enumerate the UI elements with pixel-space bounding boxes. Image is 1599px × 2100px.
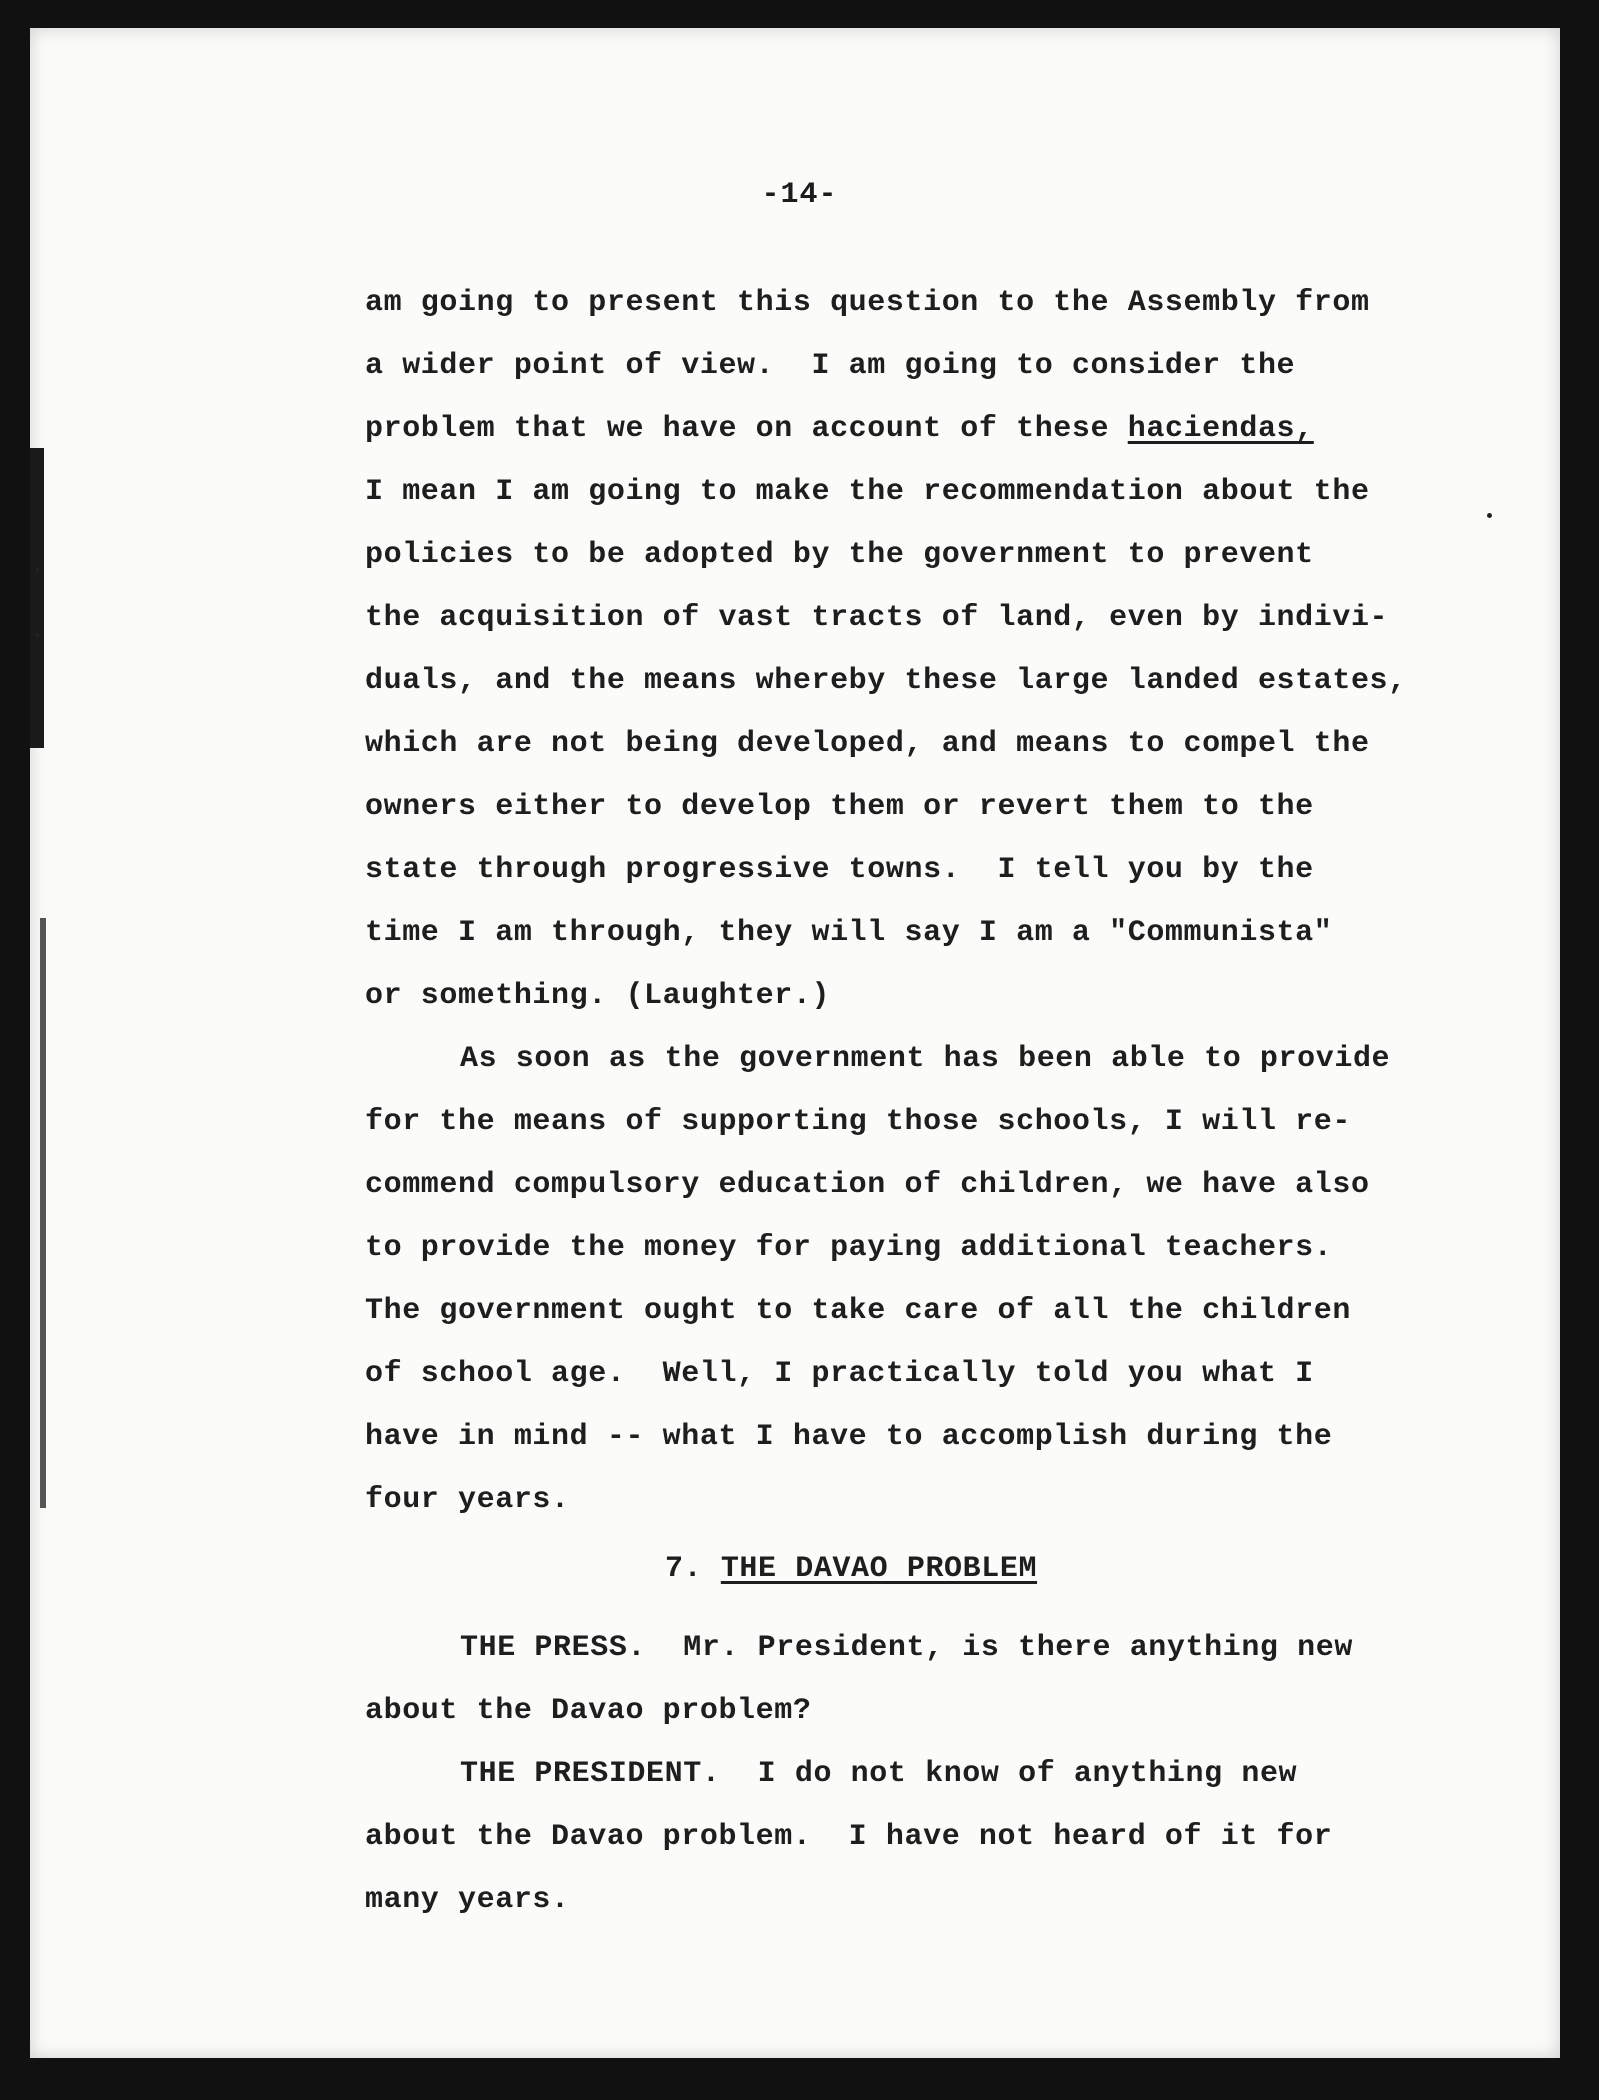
paragraph-continuation (365, 272, 1495, 1028)
text-line: state through progressive towns. I tell you by the (365, 853, 1314, 887)
text-line: the acquisition of vast tracts of land, even by indivi- (365, 601, 1389, 635)
speech-text: Mr. President, is there anything new (646, 1631, 1353, 1665)
underlined-term: haciendas, (1127, 412, 1314, 446)
speaker-label: THE PRESS. (460, 1631, 647, 1665)
page-number: -14- (761, 178, 838, 212)
text-line: am going to present this question to the Assembly from (365, 286, 1370, 320)
section-title: THE DAVAO PROBLEM (720, 1552, 1038, 1586)
text-line (365, 398, 1495, 461)
text-line: The government ought to take care of all the children (365, 1294, 1351, 1328)
text-line: policies to be adopted by the government to prevent (365, 538, 1314, 572)
transcript-body (365, 272, 1495, 1932)
section-heading (365, 1532, 1495, 1607)
text-line: owners either to develop them or revert them to the (365, 790, 1314, 824)
text-line: I mean I am going to make the recommendation about the (365, 475, 1370, 509)
text-line: or something. (Laughter.) (365, 979, 831, 1013)
text-line: a wider point of view. I am going to consider the (365, 349, 1296, 383)
text-line: about the Davao problem? (365, 1694, 812, 1728)
text-line: commend compulsory education of children, we have also (365, 1168, 1370, 1202)
text-line: which are not being developed, and means to compel the (365, 727, 1370, 761)
text-line: for the means of supporting those schools, I will re- (365, 1105, 1351, 1139)
speech-text: I do not know of anything new (720, 1757, 1298, 1791)
scan-edge-shadow (30, 448, 44, 748)
text-line: many years. (365, 1883, 570, 1917)
paragraph-education (365, 1028, 1495, 1532)
press-question (365, 1617, 1495, 1743)
section-number: 7. (665, 1552, 721, 1586)
text-line: duals, and the means whereby these large landed estates, (365, 664, 1407, 698)
text-line: As soon as the government has been able to provide (460, 1042, 1391, 1076)
text-line: of school age. Well, I practically told you what I (365, 1357, 1314, 1391)
ink-speck (36, 633, 39, 637)
text-line-start: problem that we have on account of these (365, 412, 1128, 446)
text-line: about the Davao problem. I have not heard of it for (365, 1820, 1333, 1854)
president-answer (365, 1743, 1495, 1932)
text-line (365, 1617, 1495, 1680)
text-line (365, 1743, 1495, 1806)
text-line: have in mind -- what I have to accomplish during the (365, 1420, 1333, 1454)
text-line: four years. (365, 1483, 570, 1517)
ink-speck (36, 568, 39, 572)
speaker-label: THE PRESIDENT. (460, 1757, 721, 1791)
scan-edge-line (40, 918, 46, 1508)
text-line: time I am through, they will say I am a "Communista" (365, 916, 1333, 950)
text-line: to provide the money for paying additional teachers. (365, 1231, 1333, 1265)
